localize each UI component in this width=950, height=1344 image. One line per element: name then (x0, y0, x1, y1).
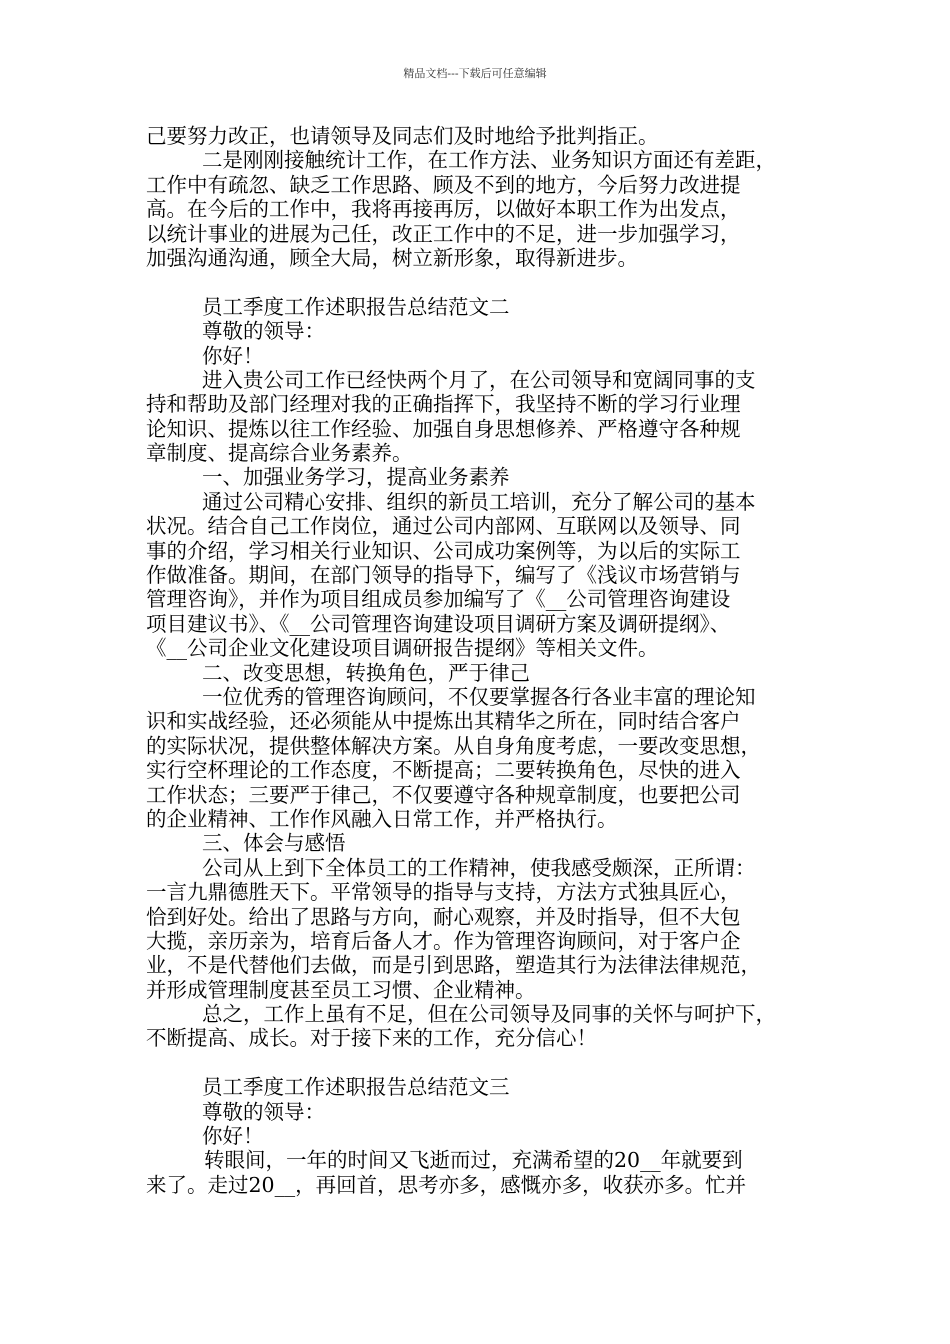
text-line: 一位优秀的管理咨询顾问，不仅要掌握各行各业丰富的理论知 (202, 684, 756, 709)
text-line: 实行空杯理论的工作态度，不断提高；二要转换角色，尽快的进入 (146, 758, 741, 783)
text-line: 大揽，亲历亲为，培育后备人才。作为管理咨询顾问，对于客户企 (146, 928, 741, 953)
text-line: 管理咨询》，并作为项目组成员参加编写了《__公司管理咨询建设 (146, 587, 731, 612)
text-line: 《__公司企业文化建设项目调研报告提纲》等相关文件。 (146, 636, 659, 661)
text-line: 项目建议书》、《__公司管理咨询建设项目调研方案及调研提纲》、 (146, 611, 731, 636)
text-line: 员工季度工作述职报告总结范文三 (202, 1075, 510, 1100)
text-line: 总之，工作上虽有不足，但在公司领导及同事的关怀与呵护下， (202, 1002, 776, 1027)
document-body (146, 124, 808, 1197)
text-line: 的企业精神、工作作风融入日常工作，并严格执行。 (146, 806, 618, 831)
text-line: 高。在今后的工作中，我将再接再厉，以做好本职工作为出发点， (146, 197, 741, 222)
text-line: 事的介绍，学习相关行业知识、公司成功案例等，为以后的实际工 (146, 538, 741, 563)
text-line: 你好！ (202, 1124, 264, 1149)
text-line: 己要努力改正，也请领导及同志们及时地给予批判指正。 (146, 124, 659, 148)
text-line: 作做准备。期间，在部门领导的指导下，编写了《浅议市场营销与 (146, 563, 741, 588)
text-line: 公司从上到下全体员工的工作精神，使我感受颇深，正所谓： (202, 855, 756, 880)
text-line: 通过公司精心安排、组织的新员工培训，充分了解公司的基本 (202, 489, 756, 514)
text-line: 论知识、提炼以往工作经验、加强自身思想修养、严格遵守各种规 (146, 416, 741, 441)
text-line: 并形成管理制度甚至员工习惯、企业精神。 (146, 977, 536, 1002)
page-header: 精品文档---下载后可任意编辑 (403, 67, 547, 80)
text-line: 业，不是代替他们去做，而是引到思路，塑造其行为法律法律规范， (146, 953, 761, 978)
text-line: 章制度、提高综合业务素养。 (146, 441, 413, 466)
text-line: 持和帮助及部门经理对我的正确指挥下，我坚持不断的学习行业理 (146, 392, 741, 417)
blank-line (146, 270, 808, 294)
text-line: 一、加强业务学习，提高业务素养 (202, 465, 510, 490)
text-line: 以统计事业的进展为己任，改正工作中的不足，进一步加强学习， (146, 221, 741, 246)
text-line: 二、改变思想，转换角色，严于律己 (202, 660, 530, 685)
blank-line (146, 1051, 808, 1075)
text-line: 尊敬的领导： (202, 319, 325, 344)
text-line: 一言九鼎德胜天下。平常领导的指导与支持，方法方式独具匠心， (146, 880, 741, 905)
text-line: 不断提高、成长。对于接下来的工作，充分信心！ (146, 1026, 597, 1051)
text-line: 工作状态；三要严于律己，不仅要遵守各种规章制度，也要把公司 (146, 782, 741, 807)
text-line: 转眼间，一年的时间又飞逝而过，充满希望的20__年就要到 (204, 1148, 743, 1173)
text-line: 你好！ (202, 343, 264, 368)
text-line: 识和实战经验，还必须能从中提炼出其精华之所在，同时结合客户 (146, 709, 741, 734)
text-line: 的实际状况，提供整体解决方案。从自身角度考虑，一要改变思想， (146, 733, 761, 758)
text-line: 二是刚刚接触统计工作，在工作方法、业务知识方面还有差距， (202, 148, 776, 173)
text-line: 三、体会与感悟 (202, 831, 346, 856)
text-line: 恰到好处。给出了思路与方向，耐心观察，并及时指导，但不大包 (146, 904, 741, 929)
text-line: 尊敬的领导： (202, 1099, 325, 1124)
text-line: 工作中有疏忽、缺乏工作思路、顾及不到的地方，今后努力改进提 (146, 172, 741, 197)
text-line: 加强沟通沟通，顾全大局，树立新形象，取得新进步。 (146, 245, 638, 270)
text-line: 进入贵公司工作已经快两个月了，在公司领导和宽阔同事的支 (202, 367, 756, 392)
text-line: 来了。走过20__，再回首，思考亦多，感慨亦多，收获亦多。忙并 (146, 1172, 747, 1197)
text-line: 状况。结合自己工作岗位，通过公司内部网、互联网以及领导、同 (146, 514, 741, 539)
text-line: 员工季度工作述职报告总结范文二 (202, 294, 510, 319)
